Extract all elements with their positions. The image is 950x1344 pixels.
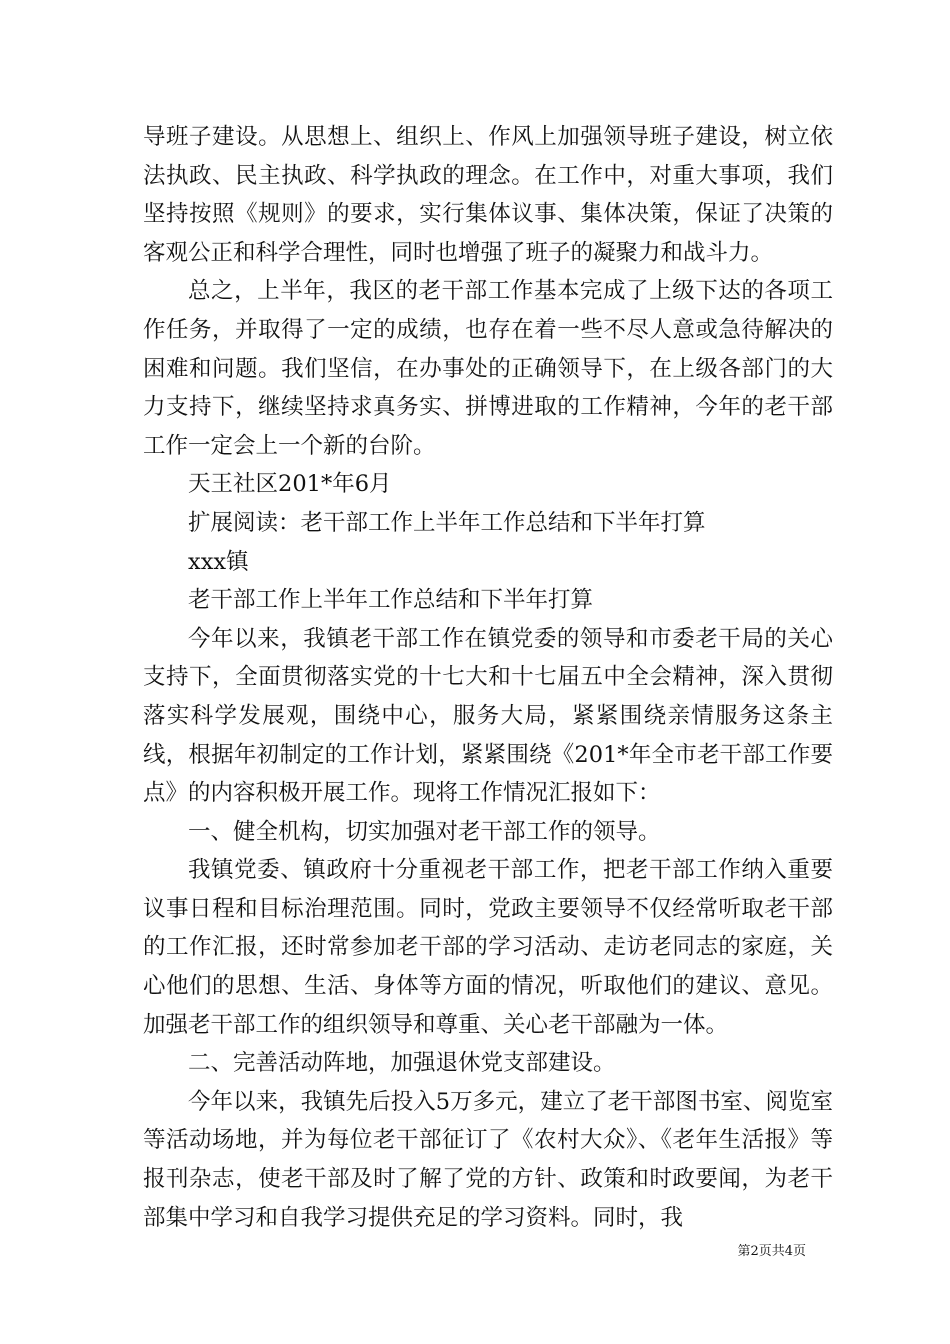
section-title: 老干部工作上半年工作总结和下半年打算 <box>188 587 594 614</box>
section-heading: 二、完善活动阵地，加强退休党支部建设。 <box>188 1050 616 1077</box>
signature-line: 天王社区201*年6月 <box>188 471 392 498</box>
paragraph: 今年以来，我镇老干部工作在镇党委的领导和市委老干局的关心支持下，全面贯彻落实党的十七大和十七届五中全会精神，深入贯彻落实科学发展观，围绕中心，服务大局，紧紧围绕亲情服务这条主线，根据年初制定的工作计划，紧紧围绕《201*年全市老干部工作要点》的内容积极开展工作。现将工作情况汇报如下： <box>143 625 833 807</box>
section-heading: 一、健全机构，切实加强对老干部工作的领导。 <box>188 818 661 845</box>
paragraph: 总之，上半年，我区的老干部工作基本完成了上级下达的各项工作任务，并取得了一定的成绩，也存在着一些不尽人意或急待解决的困难和问题。我们坚信，在办事处的正确领导下，在上级各部门的大力支持下，继续坚持求真务实、拼博进取的工作精神，今年的老干部工作一定会上一个新的台阶。 <box>143 278 833 459</box>
extended-reading-line: 扩展阅读：老干部工作上半年工作总结和下半年打算 <box>188 509 706 536</box>
paragraph: 我镇党委、镇政府十分重视老干部工作，把老干部工作纳入重要议事日程和目标治理范围。同时，党政主要领导不仅经常听取老干部的工作汇报，还时常参加老干部的学习活动、走访老同志的家庭，关心他们的思想、生活、身体等方面的情况，听取他们的建议、意见。加强老干部工作的组织领导和尊重、关心老干部融为一体。 <box>143 857 833 1038</box>
town-name: xxx镇 <box>188 548 249 575</box>
document-body <box>143 118 833 1237</box>
paragraph: 今年以来，我镇先后投入5万多元，建立了老干部图书室、阅览室等活动场地，并为每位老干部征订了《农村大众》、《老年生活报》等报刊杂志，使老干部及时了解了党的方针、政策和时政要闻，为老干部集中学习和自我学习提供充足的学习资料。同时，我 <box>143 1088 833 1231</box>
paragraph: 导班子建设。从思想上、组织上、作风上加强领导班子建设，树立依法执政、民主执政、科学执政的理念。在工作中，对重大事项，我们坚持按照《规则》的要求，实行集体议事、集体决策，保证了决策的客观公正和科学合理性，同时也增强了班子的凝聚力和战斗力。 <box>143 124 833 266</box>
page-number-footer: 第2页共4页 <box>737 1244 806 1259</box>
